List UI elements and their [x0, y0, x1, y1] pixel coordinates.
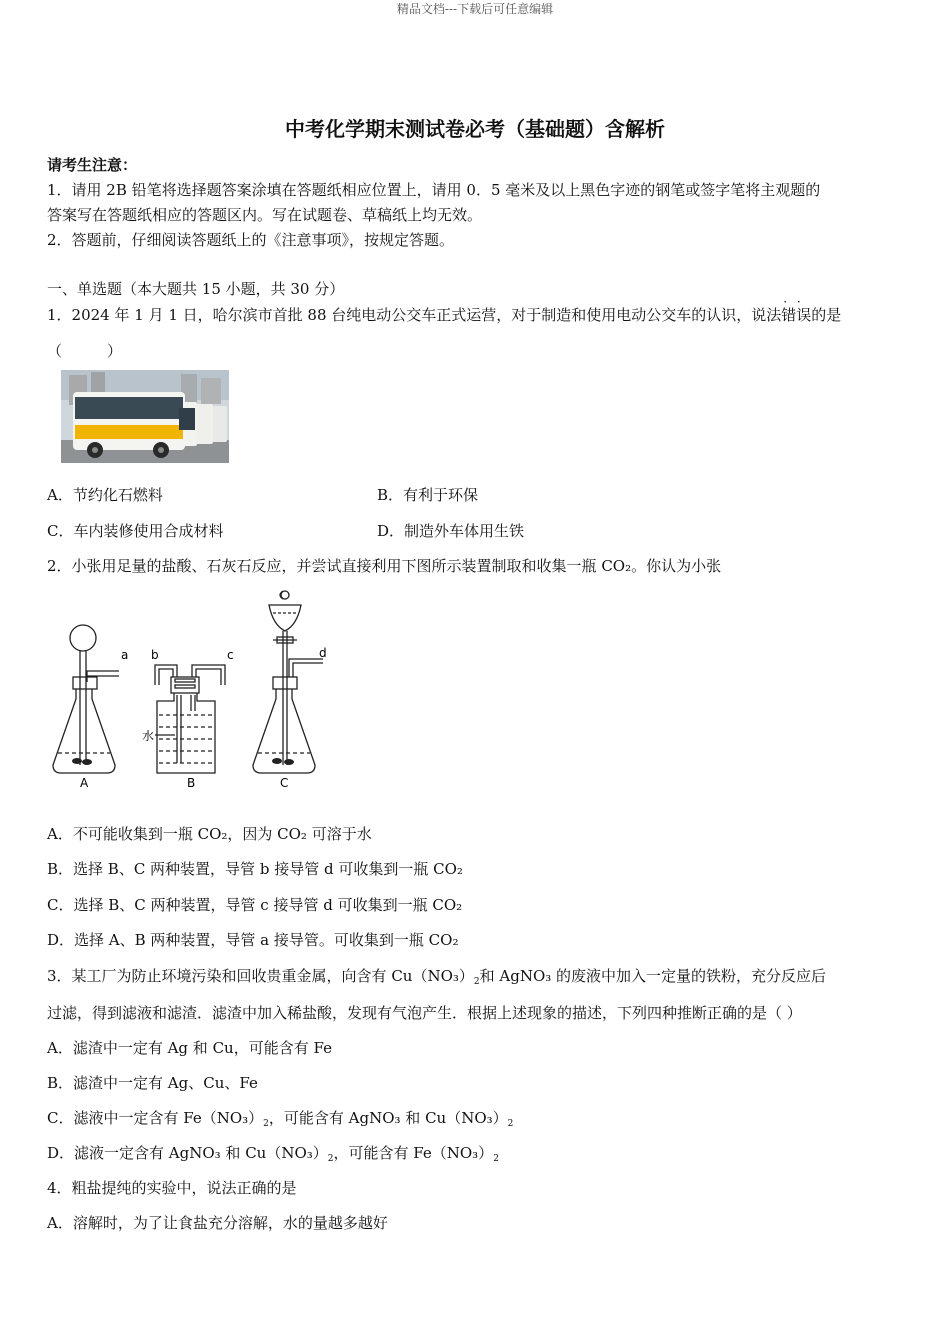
q2-option-b: B．选择 B、C 两种装置，导管 b 接导管 d 可收集到一瓶 CO₂ — [47, 860, 463, 878]
notice-heading: 请考生注意： — [47, 156, 138, 174]
q3-stem-part-2: 和 AgNO₃ 的废液中加入一定量的铁粉，充分反应后 — [479, 967, 827, 985]
notice-item-2: 2．答题前，仔细阅读答题纸上的《注意事项》，按规定答题。 — [47, 231, 455, 249]
bus-photo — [61, 370, 229, 463]
label-d: d — [319, 646, 327, 660]
q1-option-a: A．节约化石燃料 — [47, 486, 163, 504]
q3-option-b: B．滤渣中一定有 Ag、Cu、Fe — [47, 1074, 258, 1092]
notice-item-1-line-1: 1．请用 2B 铅笔将选择题答案涂填在答题纸相应位置上，请用 0．5 毫米及以上黑色字迹的钢笔或签字笔将主观题的 — [47, 181, 821, 199]
label-a: a — [121, 648, 129, 662]
label-b: b — [151, 648, 159, 662]
q1-stem-main: 1．2024 年 1 月 1 日，哈尔滨市首批 88 台纯电动公交车正式运营，对于制造和使用电动公交车的认识，说法 — [47, 306, 782, 324]
q1-stem — [47, 304, 841, 325]
q1-stem-emphasis: · · 错误 — [781, 306, 811, 324]
q3-option-d-part-2: ，可能含有 Fe（NO₃） — [333, 1144, 494, 1162]
label-apparatus-c: C — [280, 776, 289, 790]
q1-option-c: C．车内装修使用合成材料 — [47, 522, 224, 540]
label-apparatus-b: B — [187, 776, 196, 790]
label-apparatus-a: A — [80, 776, 89, 790]
q3-option-c-part-2: ，可能含有 AgNO₃ 和 Cu（NO₃） — [268, 1109, 508, 1127]
page-header: 精品文档---下载后可任意编辑 — [396, 2, 554, 16]
q3-option-d — [47, 1142, 499, 1164]
label-water: 水 — [142, 729, 155, 743]
q3-option-c-part-1: C．滤液中一定含有 Fe（NO₃） — [47, 1109, 264, 1127]
q4-stem: 4．粗盐提纯的实验中，说法正确的是 — [47, 1179, 297, 1197]
q1-option-d: D．制造外车体用生铁 — [377, 522, 525, 540]
q2-stem: 2．小张用足量的盐酸、石灰石反应，并尝试直接利用下图所示装置制取和收集一瓶 CO₂。你认为小张 — [47, 557, 722, 575]
q3-option-d-part-1: D．滤液一定含有 AgNO₃ 和 Cu（NO₃） — [47, 1144, 328, 1162]
section-heading: 一、单选题（本大题共 15 小题，共 30 分） — [47, 280, 345, 298]
q2-option-d: D．选择 A、B 两种装置，导管 a 接导管。可收集到一瓶 CO₂ — [47, 931, 459, 949]
q3-stem-line-1 — [47, 965, 826, 987]
q3-stem-part-1: 3．某工厂为防止环境污染和回收贵重金属，向含有 Cu（NO₃） — [47, 967, 474, 985]
q1-option-b: B．有利于环保 — [377, 486, 479, 504]
q4-option-a: A．溶解时，为了让食盐充分溶解，水的量越多越好 — [47, 1214, 388, 1232]
q3-option-c-sub-2: 2 — [507, 1119, 514, 1129]
q3-option-d-sub-2: 2 — [493, 1154, 499, 1164]
q2-option-a: A．不可能收集到一瓶 CO₂，因为 CO₂ 可溶于水 — [47, 825, 372, 843]
notice-item-1-line-2: 答案写在答题纸相应的答题区内。写在试题卷、草稿纸上均无效。 — [47, 206, 483, 224]
q2-option-c: C．选择 B、C 两种装置，导管 c 接导管 d 可收集到一瓶 CO₂ — [47, 896, 463, 914]
q3-subscript: 2 — [473, 977, 480, 987]
q3-stem-line-2: 过滤，得到滤液和滤渣．滤渣中加入稀盐酸，发现有气泡产生．根据上述现象的描述，下列四种推断正确的是（ ） — [47, 1004, 802, 1022]
q3-option-d-sub-1: 2 — [327, 1154, 334, 1164]
label-c: c — [227, 648, 234, 662]
q3-option-c — [47, 1107, 513, 1129]
q1-blank: （ ） — [47, 342, 123, 360]
q1-stem-end: 的是 — [811, 306, 842, 324]
apparatus-diagram — [47, 585, 337, 795]
page-title: 中考化学期末测试卷必考（基础题）含解析 — [285, 117, 665, 141]
q3-option-c-sub-1: 2 — [263, 1119, 269, 1129]
q3-option-a: A．滤渣中一定有 Ag 和 Cu，可能含有 Fe — [47, 1039, 332, 1057]
